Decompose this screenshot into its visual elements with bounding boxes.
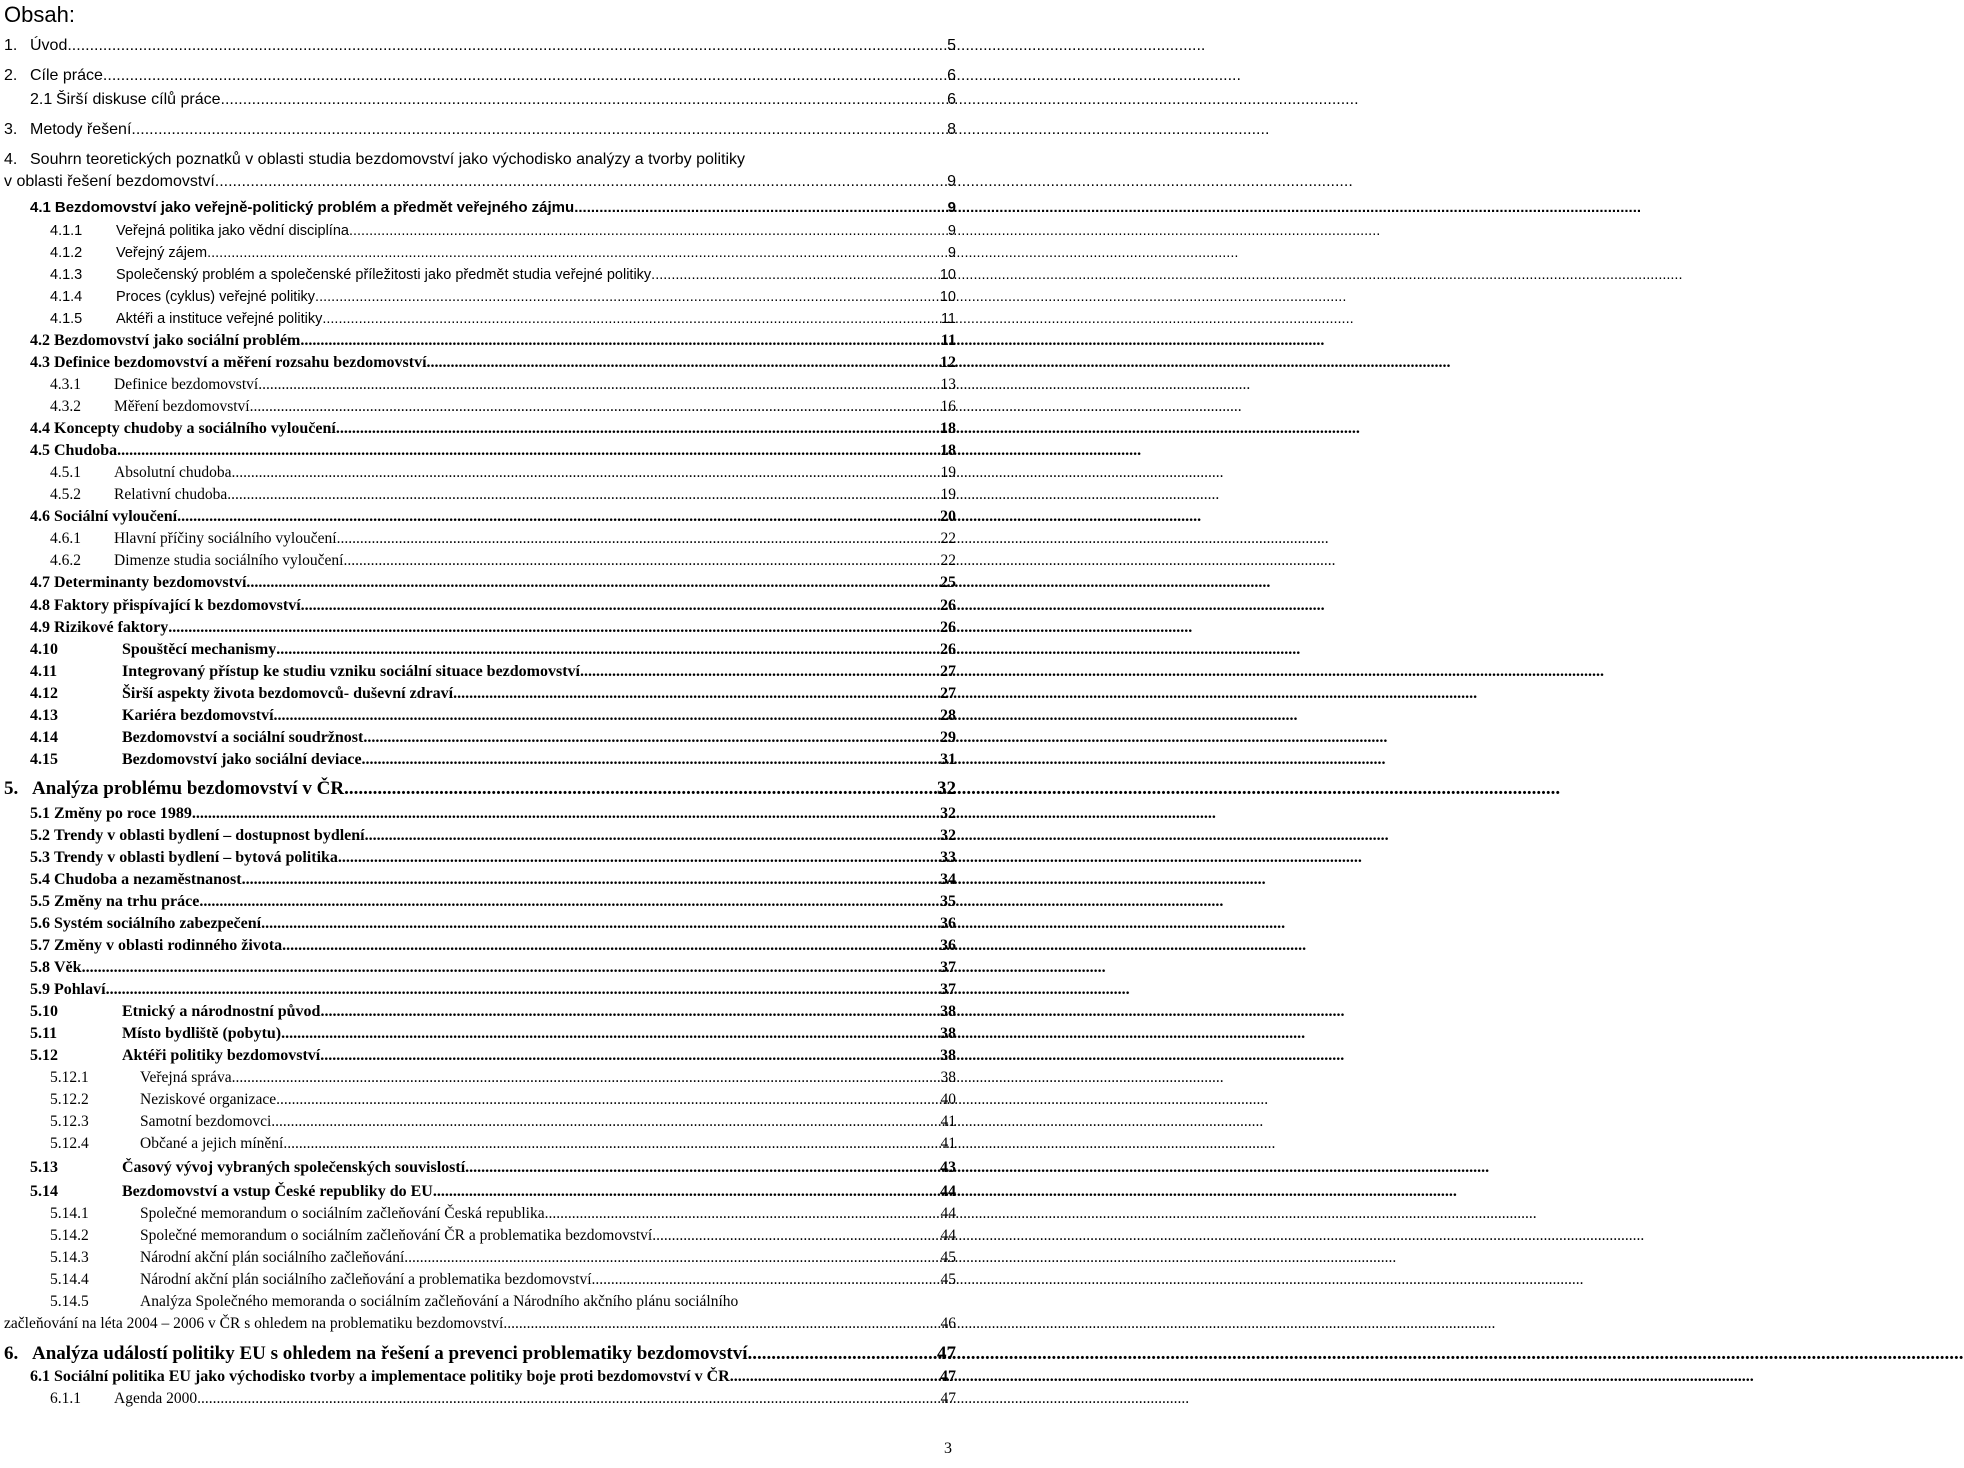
toc-entry-title: Národní akční plán sociálního začleňování a problematika bezdomovství <box>140 1271 592 1288</box>
toc-entry-number: 6. <box>4 1343 19 1364</box>
dot-leader <box>177 507 938 527</box>
toc-entry[interactable] <box>30 441 956 461</box>
toc-entry-number: 3. <box>4 121 18 138</box>
toc-entry-number: 4. <box>4 151 18 168</box>
dot-leader <box>344 779 935 799</box>
dot-leader <box>651 265 938 285</box>
dot-leader <box>592 1270 939 1290</box>
toc-entry-title: Trendy v oblasti bydlení – dostupnost bydlení <box>54 827 365 844</box>
toc-entry-page: 10 <box>939 289 956 305</box>
toc-entry-title: Sociální vyloučení <box>54 508 178 525</box>
toc-entry-line <box>50 1292 956 1312</box>
toc-entry-number: 6.1 <box>30 1368 50 1385</box>
dot-leader <box>652 1226 938 1246</box>
toc-entry-page: 32 <box>940 827 956 844</box>
dot-leader <box>221 90 946 110</box>
toc-entry[interactable] <box>30 1367 956 1387</box>
toc-entry-page: 37 <box>940 981 956 998</box>
toc-entry-page: 26 <box>940 619 956 636</box>
toc-entry-number: 4.11 <box>30 663 58 680</box>
toc-entry-number: 5.12.1 <box>50 1069 89 1086</box>
dot-leader <box>315 287 938 307</box>
toc-entry-number: 5.14.5 <box>50 1293 89 1310</box>
toc-entry[interactable] <box>50 529 956 549</box>
toc-entry-title: Dimenze studia sociálního vyloučení <box>114 552 344 569</box>
toc-entry[interactable] <box>30 353 956 373</box>
toc-entry-page: 18 <box>940 420 956 437</box>
toc-entry[interactable] <box>30 980 956 1000</box>
toc-entry-title: Aktéři a instituce veřejné politiky <box>116 311 323 327</box>
toc-entry[interactable] <box>50 287 956 307</box>
dot-leader <box>246 573 938 593</box>
toc-entry-title: Veřejný zájem <box>116 245 208 261</box>
toc-entry-page: 6 <box>947 91 956 108</box>
dot-leader <box>433 1182 938 1202</box>
toc-entry[interactable] <box>50 1068 956 1088</box>
toc-entry-number: 5.4 <box>30 871 50 888</box>
toc-entry-page: 47 <box>940 1390 956 1407</box>
toc-entry-title: Bezdomovství a sociální soudržnost <box>122 729 364 746</box>
toc-entry-page: 9 <box>947 245 956 261</box>
toc-entry[interactable] <box>30 936 956 956</box>
toc-entry-title: Věk <box>54 959 82 976</box>
dot-leader <box>261 914 938 934</box>
toc-entry-number: 5.12.4 <box>50 1135 89 1152</box>
toc-entry-page: 27 <box>940 663 956 680</box>
dot-leader <box>283 1134 938 1154</box>
toc-entry-page: 41 <box>940 1135 956 1152</box>
toc-entry-title: Relativní chudoba <box>114 486 228 503</box>
toc-entry-number: 5.12 <box>30 1047 58 1064</box>
toc-entry[interactable] <box>30 728 956 748</box>
toc-entry[interactable] <box>4 66 956 86</box>
toc-entry[interactable] <box>4 120 956 140</box>
toc-entry-title: Místo bydliště (pobytu) <box>122 1025 282 1042</box>
dot-leader <box>322 309 939 329</box>
toc-entry-title: Proces (cyklus) veřejné politiky <box>116 289 316 305</box>
toc-entry-title: Chudoba a nezaměstnanost <box>54 871 242 888</box>
toc-entry-number: 4.5 <box>30 442 50 459</box>
toc-entry-page: 44 <box>940 1227 956 1244</box>
dot-leader <box>453 684 938 704</box>
toc-entry-page: 26 <box>940 641 956 658</box>
toc-entry-page: 38 <box>940 1025 956 1042</box>
toc-entry-number: 4.6.2 <box>50 552 81 569</box>
toc-entry-number: 5.3 <box>30 849 50 866</box>
toc-entry[interactable] <box>50 485 956 505</box>
toc-entry-page: 10 <box>939 267 956 283</box>
toc-entry-number: 5.14.1 <box>50 1205 89 1222</box>
dot-leader <box>103 66 945 86</box>
toc-entry-number: 4.1.3 <box>50 267 83 283</box>
toc-entry-number: 5.10 <box>30 1003 58 1020</box>
toc-entry-page: 11 <box>940 311 956 327</box>
toc-entry-number: 4.10 <box>30 641 58 658</box>
toc-entry-number: 5.7 <box>30 937 50 954</box>
toc-entry-number: 5.6 <box>30 915 50 932</box>
toc-entry[interactable] <box>30 90 956 110</box>
toc-entry-number: 4.7 <box>30 574 50 591</box>
toc-entry-number: 4.2 <box>30 332 50 349</box>
toc-entry-title: Analýza Společného memoranda o sociálním začleňování a Národního akčního plánu sociálního <box>140 1293 739 1310</box>
toc-entry[interactable] <box>30 573 956 593</box>
dot-leader <box>465 1158 938 1178</box>
toc-entry-title: Bezdomovství jako sociální deviace <box>122 751 362 768</box>
toc-entry[interactable] <box>30 507 956 527</box>
dot-leader <box>250 397 939 417</box>
dot-leader <box>503 1314 938 1334</box>
toc-entry-title: Bezdomovství jako veřejně-politický problém a předmět veřejného zájmu <box>54 199 575 216</box>
toc-entry-number: 4.1 <box>30 199 51 216</box>
toc-entry-number: 4.1.2 <box>50 245 83 261</box>
dot-leader <box>276 640 938 660</box>
toc-entry-number: 5.11 <box>30 1025 58 1042</box>
toc-entry[interactable] <box>30 331 956 351</box>
dot-leader <box>131 120 945 140</box>
toc-entry-title: Definice bezdomovství a měření rozsahu bezdomovství <box>54 354 427 371</box>
toc-entry-number: 5.13 <box>30 1159 58 1176</box>
toc-entry-title: Širší diskuse cílů práce <box>56 91 221 108</box>
toc-entry[interactable] <box>30 1046 956 1066</box>
dot-leader <box>365 826 938 846</box>
toc-entry[interactable] <box>30 1158 956 1178</box>
dot-leader <box>343 551 938 571</box>
toc-entry-title: Spouštěcí mechanismy <box>122 641 277 658</box>
dot-leader <box>320 1046 938 1066</box>
toc-entry-page: 44 <box>940 1183 956 1200</box>
toc-entry-page: 47 <box>937 1343 956 1364</box>
toc-entry-page: 40 <box>940 1091 956 1108</box>
toc-entry[interactable] <box>50 1112 956 1132</box>
toc-entry-title: Agenda 2000 <box>114 1390 198 1407</box>
toc-entry-page: 22 <box>940 552 956 569</box>
toc-entry-title: Koncepty chudoby a sociálního vyloučení <box>54 420 336 437</box>
toc-entry[interactable] <box>30 750 956 770</box>
toc-entry-number: 4.6 <box>30 508 50 525</box>
toc-entry-title: Neziskové organizace <box>140 1091 277 1108</box>
toc-entry-page: 9 <box>947 223 956 239</box>
toc-entry-page: 34 <box>940 871 956 888</box>
toc-entry-number: 5.12.3 <box>50 1113 89 1130</box>
toc-entry-title: Měření bezdomovství <box>114 398 250 415</box>
toc-entry-title: Samotní bezdomovci <box>140 1113 272 1130</box>
toc-entry-title: Bezdomovství a vstup České republiky do EU <box>122 1183 433 1200</box>
toc-entry[interactable] <box>30 1002 956 1022</box>
dot-leader <box>580 662 938 682</box>
dot-leader <box>106 980 938 1000</box>
toc-entry[interactable] <box>30 618 956 638</box>
dot-leader <box>338 848 938 868</box>
toc-entry-page: 12 <box>940 354 956 371</box>
toc-entry-title: Definice bezdomovství <box>114 376 259 393</box>
toc-entry-page: 38 <box>940 1069 956 1086</box>
toc-entry-page: 32 <box>940 805 956 822</box>
toc-entry-title-continued: v oblasti řešení bezdomovství <box>4 173 215 190</box>
toc-entry-number: 4.5.2 <box>50 486 81 503</box>
toc-entry[interactable] <box>4 779 956 799</box>
toc-entry-title: Pohlaví <box>54 981 106 998</box>
toc-entry-page: 45 <box>940 1271 956 1288</box>
dot-leader <box>337 529 939 549</box>
toc-entry-title: Faktory přispívající k bezdomovství <box>54 597 301 614</box>
dot-leader <box>300 331 939 351</box>
toc-entry-page: 45 <box>940 1249 956 1266</box>
toc-entry-page: 37 <box>940 959 956 976</box>
toc-entry[interactable] <box>30 870 956 890</box>
toc-entry-number: 4.3.1 <box>50 376 81 393</box>
dot-leader <box>67 36 945 56</box>
toc-entry-number: 4.4 <box>30 420 50 437</box>
toc-entry-number: 4.15 <box>30 751 58 768</box>
toc-entry-title: Časový vývoj vybraných společenských souvislostí <box>122 1159 466 1176</box>
dot-leader <box>197 1389 938 1409</box>
toc-entry-number: 5.14.2 <box>50 1227 89 1244</box>
toc-entry-number: 5. <box>4 778 19 799</box>
toc-entry[interactable] <box>30 640 956 660</box>
toc-entry[interactable] <box>50 1134 956 1154</box>
toc-entry-page: 9 <box>947 173 956 190</box>
toc-entry[interactable] <box>4 36 956 56</box>
toc-entry-number: 4.3 <box>30 354 50 371</box>
toc-entry[interactable] <box>50 309 956 329</box>
toc-entry-title: Metody řešení <box>30 121 132 138</box>
toc-entry-number: 4.1.1 <box>50 223 83 239</box>
dot-leader <box>227 485 938 505</box>
toc-entry-page: 13 <box>940 376 956 393</box>
toc-entry-page: 25 <box>940 574 956 591</box>
toc-entry-page: 41 <box>940 1113 956 1130</box>
toc-entry[interactable] <box>50 397 956 417</box>
toc-entry-page: 38 <box>940 1047 956 1064</box>
page-number: 3 <box>944 1440 952 1457</box>
toc-entry-title: Kariéra bezdomovství <box>122 707 274 724</box>
toc-entry[interactable] <box>30 706 956 726</box>
toc-entry-page: 32 <box>937 778 956 799</box>
toc-entry-title: Chudoba <box>54 442 118 459</box>
dot-leader <box>168 618 938 638</box>
toc-entry-number: 4.3.2 <box>50 398 81 415</box>
toc-entry[interactable] <box>50 243 956 263</box>
toc-entry-page: 19 <box>940 464 956 481</box>
toc-entry[interactable] <box>30 684 956 704</box>
dot-leader <box>730 1367 938 1387</box>
toc-entry-title-continued: začleňování na léta 2004 – 2006 v ČR s ohledem na problematiku bezdomovství <box>4 1315 504 1332</box>
toc-entry[interactable] <box>50 375 956 395</box>
toc-entry-title: Sociální politika EU jako východisko tvorby a implementace politiky boje proti bezdomovství v ČR <box>54 1368 730 1385</box>
toc-entry-title: Úvod <box>30 37 68 54</box>
toc-entry-number: 4.1.4 <box>50 289 83 305</box>
toc-entry-number: 5.14.4 <box>50 1271 89 1288</box>
toc-entry-title: Změny v oblasti rodinného života <box>54 937 283 954</box>
dot-leader <box>362 750 938 770</box>
toc-entry-title: Národní akční plán sociálního začleňování <box>140 1249 405 1266</box>
toc-entry-title: Souhrn teoretických poznatků v oblasti studia bezdomovství jako východisko analýzy a tvorby politiky <box>30 151 746 168</box>
toc-entry[interactable] <box>30 1182 956 1202</box>
dot-leader <box>336 419 938 439</box>
toc-entry-page: 27 <box>940 685 956 702</box>
toc-entry-title: Analýza problému bezdomovství v ČR <box>32 778 345 799</box>
dot-leader <box>192 804 938 824</box>
toc-entry-page: 36 <box>940 915 956 932</box>
toc-entry[interactable] <box>30 596 956 616</box>
toc-entry-number: 4.13 <box>30 707 58 724</box>
toc-entry[interactable] <box>50 1270 956 1290</box>
toc-entry-number: 4.12 <box>30 685 58 702</box>
toc-entry-number: 4.9 <box>30 619 50 636</box>
toc-entry-page: 6 <box>947 67 956 84</box>
toc-entry[interactable] <box>30 826 956 846</box>
toc-entry[interactable] <box>4 1344 956 1364</box>
toc-entry-title: Bezdomovství jako sociální problém <box>54 332 301 349</box>
toc-entry-number: 6.1.1 <box>50 1390 81 1407</box>
toc-entry[interactable] <box>30 958 956 978</box>
toc-entry-page: 28 <box>940 707 956 724</box>
toc-entry[interactable] <box>50 1090 956 1110</box>
dot-leader <box>301 596 938 616</box>
toc-entry-number: 2. <box>4 67 18 84</box>
toc-entry-title: Společenský problém a společenské příležitosti jako předmět studia veřejné politiky <box>116 267 652 283</box>
dot-leader <box>242 870 938 890</box>
toc-entry-page: 47 <box>940 1368 956 1385</box>
dot-leader <box>574 198 945 218</box>
toc-entry-title: Širší aspekty života bezdomovců- duševní zdraví <box>122 685 454 702</box>
toc-entry-page: 38 <box>940 1003 956 1020</box>
toc-entry[interactable] <box>30 914 956 934</box>
toc-entry-number: 4.14 <box>30 729 58 746</box>
toc-entry[interactable] <box>30 419 956 439</box>
toc-entry[interactable] <box>30 662 956 682</box>
toc-entry-page: 11 <box>940 332 956 349</box>
toc-entry[interactable] <box>50 1226 956 1246</box>
toc-entry-number: 2.1 <box>30 91 53 108</box>
toc-entry-page: 20 <box>940 508 956 525</box>
toc-entry-page: 31 <box>940 751 956 768</box>
toc-entry-number: 5.9 <box>30 981 50 998</box>
toc-entry[interactable] <box>50 1248 956 1268</box>
toc-entry-page: 19 <box>940 486 956 503</box>
dot-leader <box>232 1068 939 1088</box>
dot-leader <box>274 706 938 726</box>
toc-entry[interactable] <box>50 551 956 571</box>
toc-entry[interactable] <box>50 221 956 241</box>
toc-entry-title: Změny po roce 1989 <box>54 805 192 822</box>
toc-entry-title: Determinanty bezdomovství <box>54 574 247 591</box>
toc-entry-number: 5.1 <box>30 805 50 822</box>
toc-entry[interactable] <box>30 804 956 824</box>
toc-entry-number: 4.1.5 <box>50 311 83 327</box>
toc-entry-title: Změny na trhu práce <box>54 893 200 910</box>
dot-leader <box>258 375 938 395</box>
toc-entry-number: 4.8 <box>30 597 50 614</box>
toc-entry-page: 46 <box>940 1315 956 1332</box>
toc-entry[interactable] <box>30 1024 956 1044</box>
toc-entry-page: 8 <box>947 121 956 138</box>
toc-entry-page: 43 <box>940 1159 956 1176</box>
toc-entry-page: 26 <box>940 597 956 614</box>
toc-entry[interactable] <box>50 463 956 483</box>
toc-entry-title: Absolutní chudoba <box>114 464 232 481</box>
toc-entry-title: Aktéři politiky bezdomovství <box>122 1047 321 1064</box>
dot-leader <box>320 1002 938 1022</box>
toc-entry[interactable] <box>50 1204 956 1224</box>
toc-entry-page: 16 <box>940 398 956 415</box>
toc-entry-number: 1. <box>4 37 18 54</box>
dot-leader <box>232 463 939 483</box>
toc-entry-page: 29 <box>940 729 956 746</box>
toc-entry-number: 4.6.1 <box>50 530 81 547</box>
toc-entry[interactable] <box>4 1292 956 1334</box>
toc-entry[interactable] <box>30 198 956 218</box>
dot-leader <box>271 1112 938 1132</box>
toc-entry-number: 5.5 <box>30 893 50 910</box>
toc-entry-number: 5.12.2 <box>50 1091 89 1108</box>
toc-entry-page: 18 <box>940 442 956 459</box>
toc-entry-title: Etnický a národnostní původ <box>122 1003 321 1020</box>
dot-leader <box>349 221 946 241</box>
toc-entry-title: Integrovaný přístup ke studiu vzniku sociální situace bezdomovství <box>122 663 580 680</box>
toc-entry-page: 5 <box>947 37 956 54</box>
toc-entry-title: Analýza událostí politiky EU s ohledem na řešení a prevenci problematiky bezdomovství <box>32 1343 748 1364</box>
toc-entry-title: Veřejná politika jako vědní disciplína <box>116 223 349 239</box>
dot-leader <box>363 728 938 748</box>
toc-entry-number: 5.8 <box>30 959 50 976</box>
toc-entry-page: 35 <box>940 893 956 910</box>
toc-entry[interactable] <box>30 848 956 868</box>
toc-title: Obsah: <box>4 2 75 27</box>
toc-entry-line <box>4 150 956 170</box>
dot-leader <box>427 353 938 373</box>
dot-leader <box>215 172 945 192</box>
dot-leader <box>199 892 938 912</box>
toc-entry-number: 5.2 <box>30 827 50 844</box>
toc-entry-page: 22 <box>940 530 956 547</box>
dot-leader <box>276 1090 938 1110</box>
dot-leader <box>545 1204 939 1224</box>
toc-entry[interactable] <box>4 150 956 192</box>
toc-entry-title: Cíle práce <box>30 67 103 84</box>
toc-entry[interactable] <box>50 265 956 285</box>
toc-entry-page: 9 <box>947 199 956 216</box>
toc-entry[interactable] <box>50 1389 956 1409</box>
dot-leader <box>117 441 938 461</box>
toc-entry-page: 33 <box>940 849 956 866</box>
toc-entry-title: Trendy v oblasti bydlení – bytová politika <box>54 849 338 866</box>
dot-leader <box>748 1344 935 1364</box>
dot-leader <box>207 243 946 263</box>
dot-leader <box>404 1248 938 1268</box>
toc-entry-title: Systém sociálního zabezpečení <box>54 915 262 932</box>
toc-entry-number: 4.5.1 <box>50 464 81 481</box>
toc-entry[interactable] <box>30 892 956 912</box>
toc-entry-title: Společné memorandum o sociálním začleňování Česká republika <box>140 1205 545 1222</box>
toc-entry-page: 36 <box>940 937 956 954</box>
toc-entry-title: Rizikové faktory <box>54 619 169 636</box>
toc-entry-title: Společné memorandum o sociálním začleňování ČR a problematika bezdomovství <box>140 1227 653 1244</box>
toc-entry-title: Hlavní příčiny sociálního vyloučení <box>114 530 337 547</box>
dot-leader <box>281 1024 938 1044</box>
toc-entry-title: Veřejná správa <box>140 1069 232 1086</box>
toc-entry-number: 5.14 <box>30 1183 58 1200</box>
toc-entry-title: Občané a jejich mínění <box>140 1135 284 1152</box>
toc-entry-page: 44 <box>940 1205 956 1222</box>
toc-entry-number: 5.14.3 <box>50 1249 89 1266</box>
dot-leader <box>282 936 938 956</box>
dot-leader <box>82 958 938 978</box>
